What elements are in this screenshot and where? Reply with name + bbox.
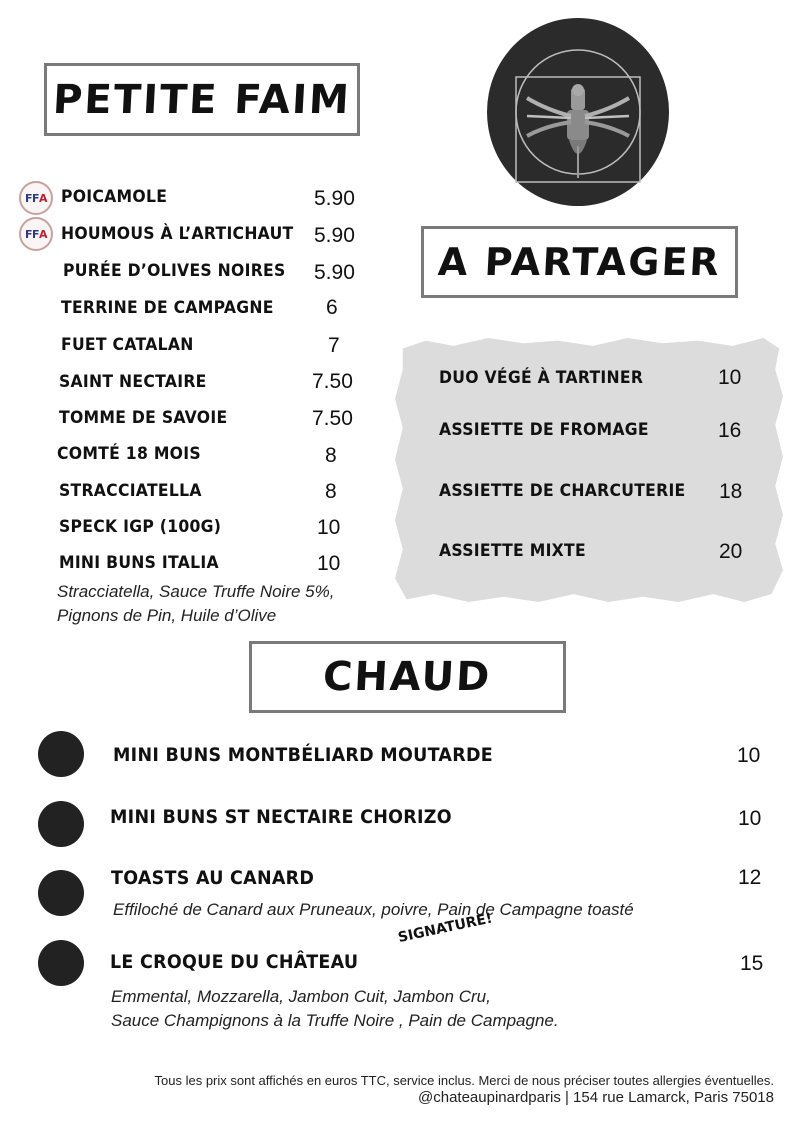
menu-item-price: 7 [328,334,340,357]
menu-item-name: MINI BUNS ITALIA [59,553,219,573]
menu-item-name: PURÉE D’OLIVES NOIRES [63,261,286,281]
footer-notice: Tous les prix sont affichés en euros TTC, service inclus. Merci de nous préciser toutes allergies éventuelles. [154,1073,774,1088]
black-dot-icon [38,801,84,847]
menu-item-name: TERRINE DE CAMPAGNE [61,298,274,318]
menu-item-price: 10 [317,516,341,539]
menu-item-description: Sauce Champignons à la Truffe Noire , Pain de Campagne. [111,1011,559,1030]
menu-item-price: 6 [326,296,338,319]
menu-item-name: DUO VÉGÉ À TARTINER [439,368,644,388]
chaud-title: CHAUD [322,654,493,700]
black-dot-icon [38,731,84,777]
menu-item-price: 8 [325,480,337,503]
menu-item-name: POICAMOLE [61,187,168,207]
menu-item-price: 10 [737,744,761,767]
menu-item-name: STRACCIATELLA [59,481,202,501]
menu-item-name: SPECK IGP (100G) [59,517,222,537]
menu-item-name: COMTÉ 18 MOIS [57,444,201,464]
corkscrew-logo-icon [487,18,669,206]
menu-item-price: 7.50 [312,407,353,430]
ffa-badge-icon: F F A [19,217,53,251]
menu-item-name: MINI BUNS MONTBÉLIARD MOUTARDE [113,744,493,766]
menu-item-price: 7.50 [312,370,353,393]
menu-item-price: 8 [325,444,337,467]
menu-item-price: 5.90 [314,261,355,284]
menu-item-name: FUET CATALAN [61,335,194,355]
petite-faim-title: PETITE FAIM [51,76,353,123]
menu-item-price: 5.90 [314,187,355,210]
menu-item-name: SAINT NECTAIRE [59,372,207,392]
menu-item-description: Effiloché de Canard aux Pruneaux, poivre, Pain de Campagne toasté [113,900,634,919]
signature-tag: SIGNATURE! [396,910,494,946]
menu-item-name: HOUMOUS À L’ARTICHAUT [61,224,294,244]
menu-item-name: ASSIETTE DE CHARCUTERIE [439,481,686,501]
menu-item-price: 15 [740,952,764,975]
menu-item-price: 10 [317,552,341,575]
a-partager-title: A PARTAGER [436,240,723,284]
footer-address: @chateaupinardparis | 154 rue Lamarck, Paris 75018 [418,1089,774,1106]
black-dot-icon [38,940,84,986]
menu-item-description: Emmental, Mozzarella, Jambon Cuit, Jambon Cru, [111,987,491,1006]
petite-faim-title-box [44,63,360,136]
menu-item-price: 18 [719,480,743,503]
menu-item-description: Stracciatella, Sauce Truffe Noire 5%, [57,582,335,601]
menu-item-price: 10 [738,807,762,830]
menu-item-name: MINI BUNS ST NECTAIRE CHORIZO [110,806,452,828]
menu-item-price: 16 [718,419,742,442]
menu-item-name: TOMME DE SAVOIE [59,408,228,428]
ffa-badge-icon: F F A [19,181,53,215]
menu-item-price: 5.90 [314,224,355,247]
black-dot-icon [38,870,84,916]
a-partager-title-box [421,226,738,298]
menu-item-price: 20 [719,540,743,563]
menu-item-name: LE CROQUE DU CHÂTEAU [110,951,359,973]
menu-item-name: ASSIETTE MIXTE [439,541,586,561]
menu-item-price: 10 [718,366,742,389]
menu-item-name: ASSIETTE DE FROMAGE [439,420,649,440]
menu-item-name: TOASTS AU CANARD [111,867,315,889]
menu-item-price: 12 [738,866,762,889]
menu-item-description: Pignons de Pin, Huile d’Olive [57,606,277,625]
chaud-title-box [249,641,566,713]
